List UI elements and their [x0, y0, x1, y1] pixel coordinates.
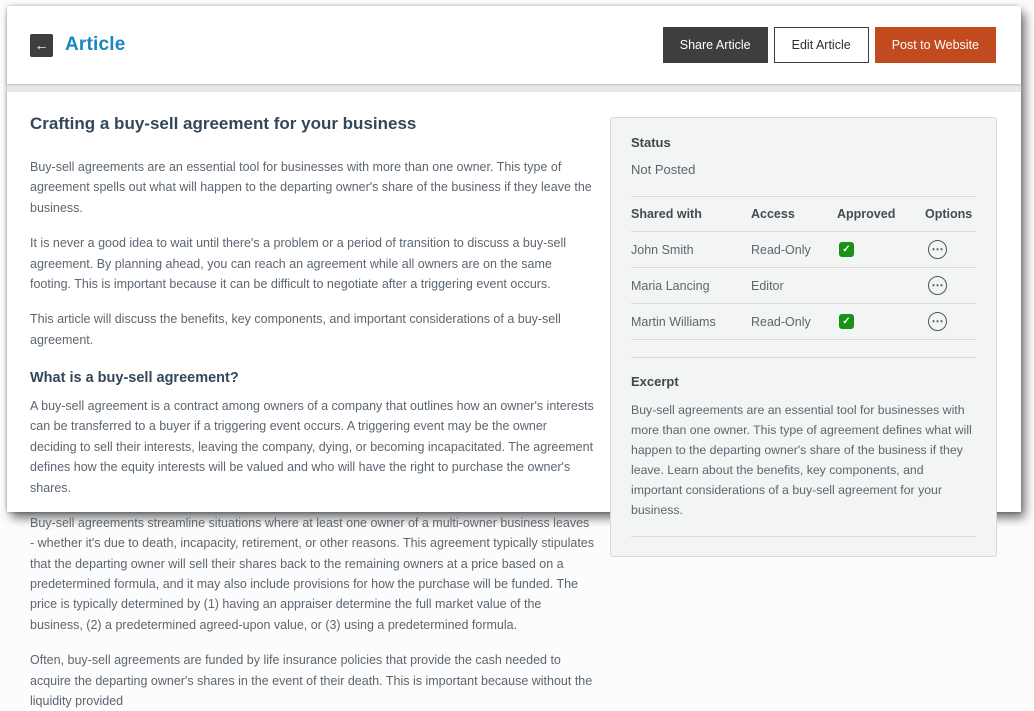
- col-header-shared-with: Shared with: [631, 207, 702, 221]
- access-level: Editor: [751, 278, 784, 293]
- access-level: Read-Only: [751, 314, 811, 329]
- article-meta-panel: [610, 117, 997, 557]
- col-header-options: Options: [925, 207, 973, 221]
- row-options-button[interactable]: [928, 276, 947, 295]
- share-article-button[interactable]: Share Article: [663, 27, 768, 63]
- row-options-button[interactable]: [928, 312, 947, 331]
- approved-checkbox[interactable]: [839, 242, 854, 257]
- shared-user-name: Martin Williams: [631, 314, 716, 329]
- access-level: Read-Only: [751, 242, 811, 257]
- back-button[interactable]: [30, 34, 53, 57]
- header-left: [30, 34, 126, 57]
- excerpt-text: Buy-sell agreements are an essential tool for businesses with more than one owner. This type of agreement defines what will happen to the departing owner's share of the business if they leave. Learn about the benefits, key components, and important considerations of a buy-sell agreement for your business.: [631, 403, 972, 517]
- article-body: [7, 92, 610, 708]
- shared-with-table: [631, 197, 976, 340]
- header-actions: [663, 27, 996, 63]
- post-to-website-button[interactable]: Post to Website: [875, 27, 996, 63]
- shared-user-name: Maria Lancing: [631, 278, 710, 293]
- back-arrow-icon: ←: [34, 37, 49, 53]
- check-icon: ✓: [842, 243, 851, 255]
- col-header-approved: Approved: [837, 207, 896, 221]
- edit-article-button[interactable]: Edit Article: [774, 27, 869, 63]
- check-icon: ✓: [842, 315, 851, 327]
- article-paragraph: Often, buy-sell agreements are funded by life insurance policies that provide the cash needed to acquire the departing owner's shares in the event of their death. This is important because without the liquidity provided: [30, 653, 593, 708]
- status-value: Not Posted: [631, 162, 696, 177]
- article-section-heading: What is a buy-sell agreement?: [30, 370, 239, 386]
- app-window: [7, 6, 1021, 708]
- page-title: Article: [65, 34, 126, 55]
- ellipsis-icon: ⋯: [931, 313, 944, 328]
- ellipsis-icon: ⋯: [931, 241, 944, 256]
- header-bar: [7, 6, 1021, 84]
- article-paragraph: This article will discuss the benefits, key components, and important considerations of a buy-sell agreement.: [30, 312, 561, 347]
- article-paragraph: A buy-sell agreement is a contract among owners of a company that outlines how an owner's interests can be transferred to a buyer if a triggering event occurs. A triggering event may be the owner deciding to sell their interests, leaving the company, dying, or becoming incapacitated. The agreement defines how the equity interests will be valued and who will have the right to purchase the owner's shares.: [30, 399, 594, 495]
- shared-user-name: John Smith: [631, 242, 694, 257]
- table-header-row: [631, 197, 976, 232]
- article-title: Crafting a buy-sell agreement for your business: [30, 114, 417, 133]
- table-row: [631, 232, 976, 268]
- article-paragraph: It is never a good idea to wait until there's a problem or a period of transition to discuss a buy-sell agreement. By planning ahead, you can reach an agreement while all owners are on the same footing. This is important because it can be difficult to negotiate after a triggering event occurs.: [30, 236, 567, 291]
- article-paragraph: Buy-sell agreements are an essential tool for businesses with more than one owner. This type of agreement spells out what will happen to the departing owner's share of the business if they leave the business.: [30, 160, 592, 215]
- ellipsis-icon: ⋯: [931, 277, 944, 292]
- table-row: [631, 268, 976, 304]
- excerpt-label: Excerpt: [631, 374, 679, 389]
- table-row: [631, 304, 976, 340]
- divider: [631, 536, 976, 537]
- col-header-access: Access: [751, 207, 795, 221]
- status-label: Status: [631, 135, 671, 150]
- article-paragraph: Buy-sell agreements streamline situations where at least one owner of a multi-owner business leaves - whether it's due to death, incapacity, retirement, or other reasons. This agreement typically stipulates that the departing owner will sell their shares back to the remaining owners at a price based on a predetermined formula, and it may also include provisions for how the purchase will be funded. The price is typically determined by (1) having an appraiser determine the full market value of the business, (2) a predetermined agreed-upon value, or (3) using a predetermined formula.: [30, 515, 595, 632]
- divider: [631, 357, 976, 358]
- approved-checkbox[interactable]: [839, 314, 854, 329]
- content-card: [7, 92, 1021, 708]
- row-options-button[interactable]: [928, 240, 947, 259]
